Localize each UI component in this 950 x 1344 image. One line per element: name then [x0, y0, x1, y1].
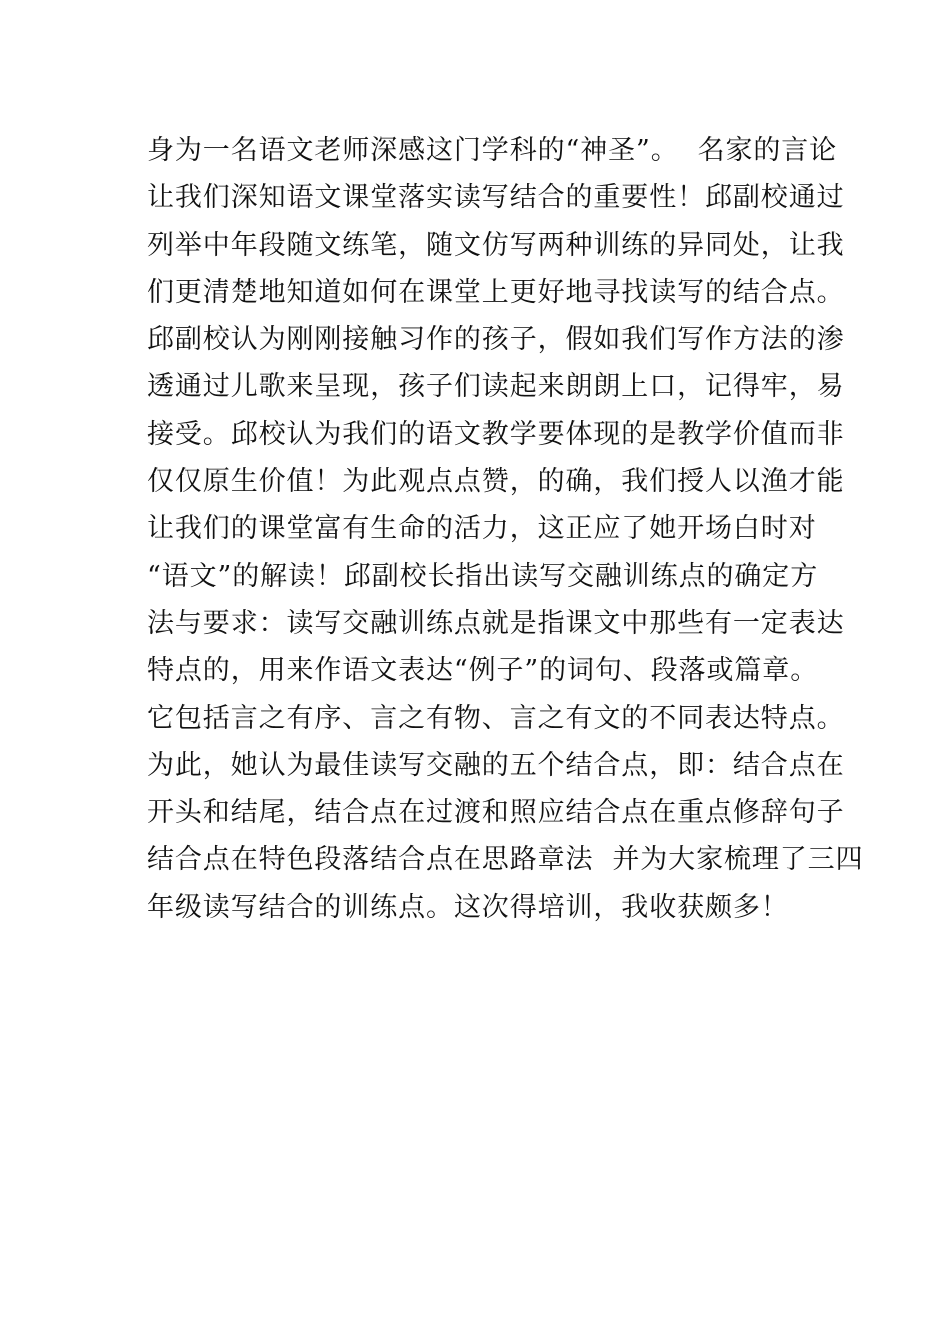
text-line: 为此，她认为最佳读写交融的五个结合点，即：结合点在 — [147, 749, 845, 781]
text-line: 接受。邱校认为我们的语文教学要体现的是教学价值而非 — [147, 418, 845, 450]
text-line: 身为一名语文老师深感这门学科的“神圣”。 名家的言论 — [147, 135, 838, 166]
text-line: 透通过儿歌来呈现，孩子们读起来朗朗上口，记得牢，易 — [147, 371, 845, 403]
text-line: 让我们的课堂富有生命的活力，这正应了她开场白时对 — [147, 513, 817, 545]
text-line: 法与要求：读写交融训练点就是指课文中那些有一定表达 — [147, 607, 845, 639]
text-line: 列举中年段随文练笔，随文仿写两种训练的异同处，让我 — [147, 229, 845, 261]
text-line: 结合点在特色段落结合点在思路章法 并为大家梳理了三四 — [147, 844, 864, 876]
text-line: 们更清楚地知道如何在课堂上更好地寻找读写的结合点。 — [147, 276, 845, 308]
text-line: 仅仅原生价值！为此观点点赞，的确，我们授人以渔才能 — [147, 466, 845, 498]
text-line: 它包括言之有序、言之有物、言之有文的不同表达特点。 — [147, 702, 845, 734]
text-line: 开头和结尾，结合点在过渡和照应结合点在重点修辞句子 — [147, 797, 845, 829]
text-line: 特点的，用来作语文表达“例子”的词句、段落或篇章。 — [147, 655, 819, 687]
text-line: 邱副校认为刚刚接触习作的孩子，假如我们写作方法的渗 — [147, 324, 845, 356]
text-line: “语文”的解读！邱副校长指出读写交融训练点的确定方 — [147, 560, 819, 592]
text-line: 年级读写结合的训练点。这次得培训，我收获颇多！ — [147, 891, 789, 923]
body-paragraph — [147, 127, 864, 931]
text-line: 让我们深知语文课堂落实读写结合的重要性！邱副校通过 — [147, 182, 845, 214]
